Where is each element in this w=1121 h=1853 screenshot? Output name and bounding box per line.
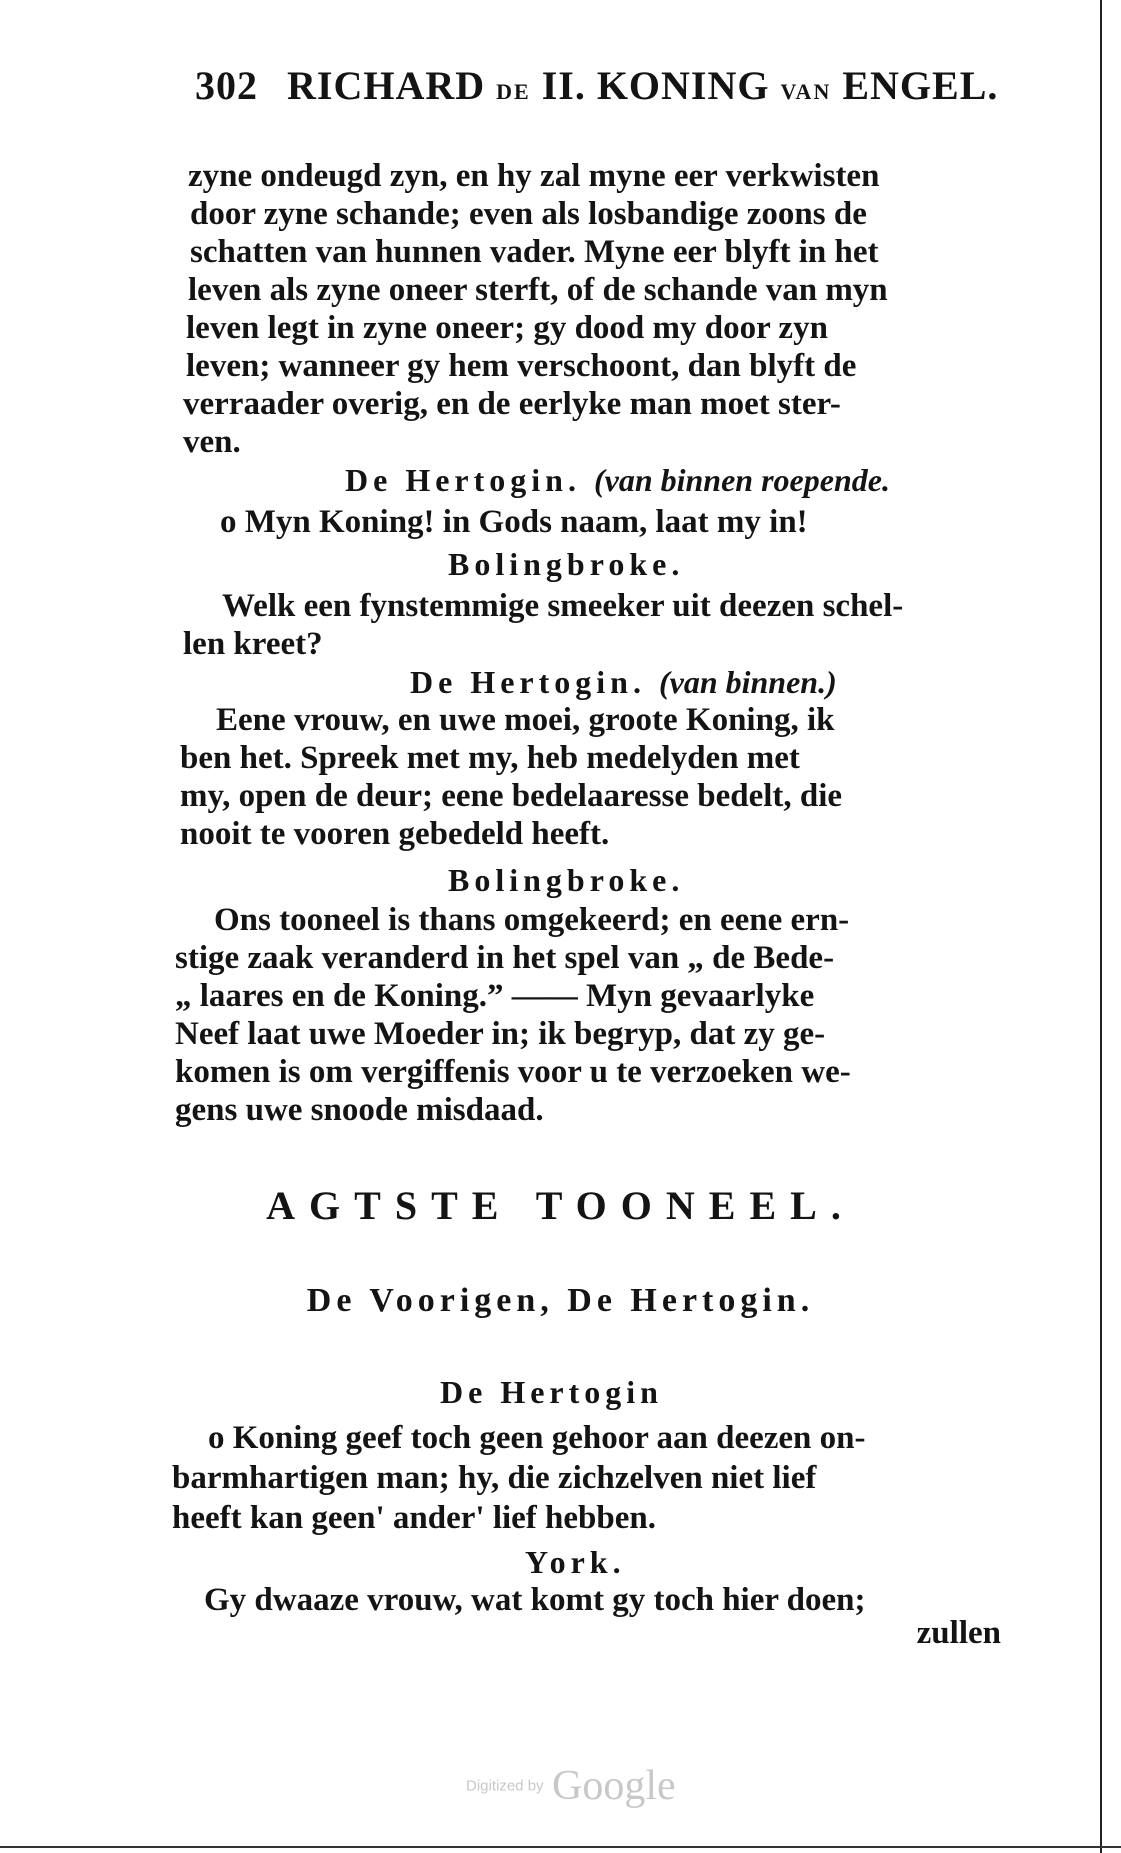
running-title-part: RICHARD (287, 63, 486, 108)
scene-persons: De Voorigen, De Hertogin. (306, 1282, 815, 1319)
text-line: „ laares en de Koning.” —— Myn gevaarlyke (175, 978, 815, 1014)
speaker-heading: De Hertogin (440, 1374, 663, 1410)
text-line: heeft kan geen' ander' lief hebben. (172, 1500, 656, 1536)
speaker-heading: York. (525, 1544, 626, 1580)
text-line: len kreet? (183, 626, 323, 662)
running-head (195, 62, 998, 109)
google-logo: Google (552, 1763, 676, 1809)
speaker-heading: Bolingbroke. (448, 862, 685, 898)
speaker-name: De Hertogin. (410, 664, 646, 700)
speaker-heading (345, 462, 890, 499)
catchword: zullen (916, 1615, 1001, 1651)
running-title-part: ENGEL. (842, 63, 999, 108)
text-line: Neef laat uwe Moeder in; ik begryp, dat zy ge- (175, 1016, 826, 1052)
stage-direction: (van binnen roepende. (593, 462, 890, 498)
text-line: Gy dwaaze vrouw, wat komt gy toch hier doen; (204, 1582, 866, 1618)
text-line: o Koning geef toch geen gehoor aan deezen on- (208, 1420, 866, 1456)
running-title-part: VAN (780, 79, 832, 104)
scene-title: AGTSTE TOONEEL. (266, 1183, 855, 1228)
text-line: gens uwe snoode misdaad. (175, 1092, 544, 1128)
page-edge-line (1100, 0, 1102, 1853)
page-bottom-line (0, 1846, 1121, 1848)
text-line: leven als zyne oneer sterft, of de schande van myn (188, 272, 888, 308)
page-number: 302 (195, 63, 258, 108)
digitized-watermark (466, 1762, 676, 1810)
text-line: Ons tooneel is thans omgekeerd; en eene ern- (214, 902, 850, 938)
text-line: leven; wanneer gy hem verschoont, dan blyft de (186, 348, 857, 384)
text-line: komen is om vergiffenis voor u te verzoeken we- (175, 1054, 851, 1090)
text-line: barmhartigen man; hy, die zichzelven niet lief (172, 1460, 817, 1496)
speaker-heading: Bolingbroke. (448, 546, 685, 582)
text-line: nooit te vooren gebedeld heeft. (180, 816, 610, 852)
speaker-heading (410, 664, 837, 701)
text-line: schatten van hunnen vader. Myne eer blyft in het (190, 234, 879, 270)
speaker-name: De Hertogin. (345, 462, 581, 498)
text-line: door zyne schande; even als losbandige zoons de (190, 196, 867, 232)
text-line: Welk een fynstemmige smeeker uit deezen schel- (222, 588, 904, 624)
text-line: stige zaak veranderd in het spel van „ de Bede- (175, 940, 835, 976)
text-line: Eene vrouw, en uwe moei, groote Koning, ik (216, 702, 835, 738)
text-line: verraader overig, en de eerlyke man moet ster- (183, 386, 841, 422)
text-line: zyne ondeugd zyn, en hy zal myne eer verkwisten (188, 158, 880, 194)
running-title-part: II. KONING (541, 63, 770, 108)
watermark-text: Digitized by (466, 1777, 544, 1795)
text-line: o Myn Koning! in Gods naam, laat my in! (220, 504, 808, 540)
text-line: my, open de deur; eene bedelaaresse bedelt, die (180, 778, 843, 814)
stage-direction: (van binnen.) (658, 664, 837, 700)
running-title-part: DE (496, 79, 531, 104)
text-line: ben het. Spreek met my, heb medelyden met (180, 740, 800, 776)
text-line: leven legt in zyne oneer; gy dood my door zyn (186, 310, 828, 346)
text-line: ven. (183, 424, 241, 460)
